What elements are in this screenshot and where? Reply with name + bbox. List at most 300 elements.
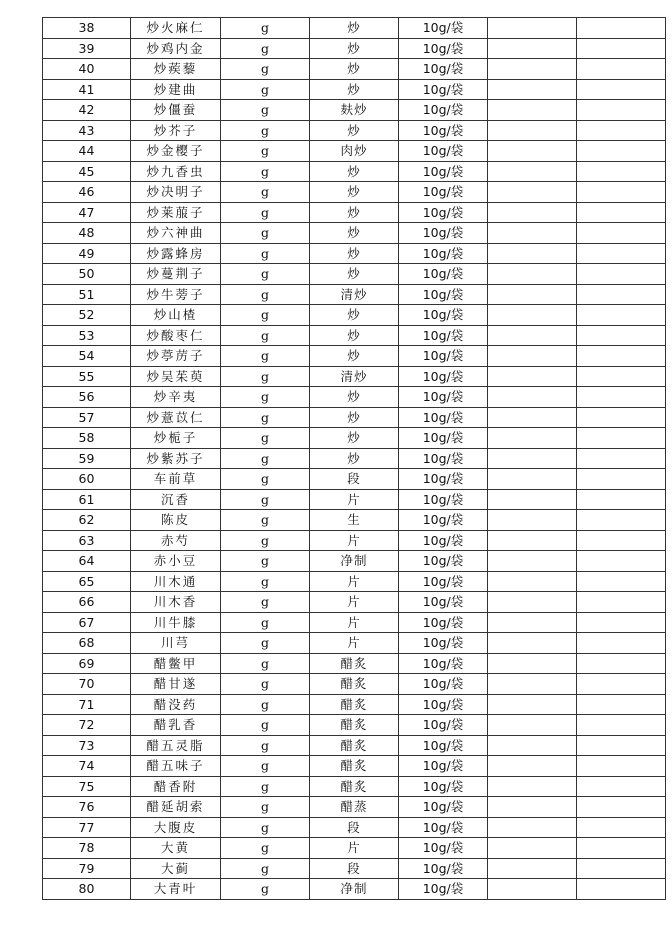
processing-method: 炒 <box>310 79 399 100</box>
unit: g <box>221 366 310 387</box>
extra-cell <box>577 838 666 859</box>
extra-cell <box>577 243 666 264</box>
extra-cell <box>488 489 577 510</box>
herb-name: 赤小豆 <box>131 551 221 572</box>
unit: g <box>221 715 310 736</box>
extra-cell <box>488 530 577 551</box>
unit: g <box>221 612 310 633</box>
unit: g <box>221 161 310 182</box>
row-number: 78 <box>43 838 131 859</box>
extra-cell <box>577 674 666 695</box>
package-spec: 10g/袋 <box>399 141 488 162</box>
package-spec: 10g/袋 <box>399 530 488 551</box>
unit: g <box>221 100 310 121</box>
extra-cell <box>488 633 577 654</box>
row-number: 58 <box>43 428 131 449</box>
unit: g <box>221 305 310 326</box>
herb-name: 炒决明子 <box>131 182 221 203</box>
row-number: 59 <box>43 448 131 469</box>
package-spec: 10g/袋 <box>399 161 488 182</box>
package-spec: 10g/袋 <box>399 448 488 469</box>
row-number: 39 <box>43 38 131 59</box>
processing-method: 炒 <box>310 202 399 223</box>
package-spec: 10g/袋 <box>399 59 488 80</box>
package-spec: 10g/袋 <box>399 756 488 777</box>
extra-cell <box>488 346 577 367</box>
herb-name: 炒辛夷 <box>131 387 221 408</box>
processing-method: 炒 <box>310 387 399 408</box>
unit: g <box>221 797 310 818</box>
package-spec: 10g/袋 <box>399 592 488 613</box>
herb-name: 炒栀子 <box>131 428 221 449</box>
extra-cell <box>488 776 577 797</box>
table-row <box>43 838 666 859</box>
processing-method: 醋炙 <box>310 674 399 695</box>
table-row <box>43 407 666 428</box>
unit: g <box>221 469 310 490</box>
row-number: 63 <box>43 530 131 551</box>
herb-name: 醋乳香 <box>131 715 221 736</box>
table-row <box>43 141 666 162</box>
extra-cell <box>488 469 577 490</box>
extra-cell <box>488 715 577 736</box>
row-number: 55 <box>43 366 131 387</box>
processing-method: 炒 <box>310 243 399 264</box>
extra-cell <box>577 305 666 326</box>
extra-cell <box>488 305 577 326</box>
extra-cell <box>488 653 577 674</box>
table-row <box>43 325 666 346</box>
row-number: 47 <box>43 202 131 223</box>
unit: g <box>221 879 310 900</box>
package-spec: 10g/袋 <box>399 858 488 879</box>
herb-name: 沉香 <box>131 489 221 510</box>
package-spec: 10g/袋 <box>399 817 488 838</box>
processing-method: 片 <box>310 489 399 510</box>
package-spec: 10g/袋 <box>399 879 488 900</box>
table-row <box>43 264 666 285</box>
table-body <box>43 18 666 900</box>
table-row <box>43 448 666 469</box>
row-number: 45 <box>43 161 131 182</box>
herb-name: 炒紫苏子 <box>131 448 221 469</box>
package-spec: 10g/袋 <box>399 489 488 510</box>
processing-method: 炒 <box>310 18 399 39</box>
extra-cell <box>577 858 666 879</box>
unit: g <box>221 633 310 654</box>
table-row <box>43 100 666 121</box>
table-row <box>43 161 666 182</box>
extra-cell <box>488 858 577 879</box>
package-spec: 10g/袋 <box>399 838 488 859</box>
table-row <box>43 817 666 838</box>
table-row <box>43 79 666 100</box>
table-row <box>43 510 666 531</box>
unit: g <box>221 284 310 305</box>
extra-cell <box>488 428 577 449</box>
package-spec: 10g/袋 <box>399 715 488 736</box>
herb-name: 炒酸枣仁 <box>131 325 221 346</box>
table-row <box>43 489 666 510</box>
extra-cell <box>577 120 666 141</box>
unit: g <box>221 735 310 756</box>
processing-method: 炒 <box>310 182 399 203</box>
herb-name: 炒山楂 <box>131 305 221 326</box>
processing-method: 炒 <box>310 264 399 285</box>
unit: g <box>221 530 310 551</box>
extra-cell <box>577 428 666 449</box>
table-row <box>43 633 666 654</box>
row-number: 41 <box>43 79 131 100</box>
extra-cell <box>577 264 666 285</box>
extra-cell <box>488 510 577 531</box>
processing-method: 炒 <box>310 428 399 449</box>
extra-cell <box>488 407 577 428</box>
extra-cell <box>577 448 666 469</box>
row-number: 54 <box>43 346 131 367</box>
package-spec: 10g/袋 <box>399 202 488 223</box>
package-spec: 10g/袋 <box>399 243 488 264</box>
herb-name: 川木通 <box>131 571 221 592</box>
row-number: 48 <box>43 223 131 244</box>
processing-method: 肉炒 <box>310 141 399 162</box>
extra-cell <box>577 735 666 756</box>
package-spec: 10g/袋 <box>399 366 488 387</box>
processing-method: 炒 <box>310 448 399 469</box>
extra-cell <box>577 756 666 777</box>
unit: g <box>221 592 310 613</box>
processing-method: 段 <box>310 469 399 490</box>
processing-method: 清炒 <box>310 284 399 305</box>
table-row <box>43 592 666 613</box>
extra-cell <box>488 59 577 80</box>
unit: g <box>221 18 310 39</box>
table-row <box>43 715 666 736</box>
unit: g <box>221 653 310 674</box>
extra-cell <box>577 551 666 572</box>
row-number: 56 <box>43 387 131 408</box>
unit: g <box>221 243 310 264</box>
unit: g <box>221 387 310 408</box>
package-spec: 10g/袋 <box>399 797 488 818</box>
herb-name: 炒葶苈子 <box>131 346 221 367</box>
processing-method: 炒 <box>310 120 399 141</box>
processing-method: 片 <box>310 592 399 613</box>
unit: g <box>221 59 310 80</box>
row-number: 50 <box>43 264 131 285</box>
row-number: 69 <box>43 653 131 674</box>
unit: g <box>221 120 310 141</box>
processing-method: 片 <box>310 530 399 551</box>
package-spec: 10g/袋 <box>399 79 488 100</box>
extra-cell <box>488 797 577 818</box>
unit: g <box>221 756 310 777</box>
package-spec: 10g/袋 <box>399 428 488 449</box>
herb-name: 炒鸡内金 <box>131 38 221 59</box>
row-number: 64 <box>43 551 131 572</box>
herb-name: 炒僵蚕 <box>131 100 221 121</box>
extra-cell <box>488 79 577 100</box>
unit: g <box>221 141 310 162</box>
herb-name: 大腹皮 <box>131 817 221 838</box>
extra-cell <box>488 120 577 141</box>
extra-cell <box>577 571 666 592</box>
processing-method: 醋蒸 <box>310 797 399 818</box>
herb-name: 炒九香虫 <box>131 161 221 182</box>
package-spec: 10g/袋 <box>399 653 488 674</box>
row-number: 66 <box>43 592 131 613</box>
row-number: 71 <box>43 694 131 715</box>
extra-cell <box>577 366 666 387</box>
extra-cell <box>577 612 666 633</box>
unit: g <box>221 571 310 592</box>
extra-cell <box>577 879 666 900</box>
package-spec: 10g/袋 <box>399 776 488 797</box>
herb-name: 炒金樱子 <box>131 141 221 162</box>
table-row <box>43 694 666 715</box>
extra-cell <box>488 387 577 408</box>
row-number: 43 <box>43 120 131 141</box>
row-number: 53 <box>43 325 131 346</box>
row-number: 68 <box>43 633 131 654</box>
unit: g <box>221 858 310 879</box>
herb-name: 炒吴茱萸 <box>131 366 221 387</box>
processing-method: 片 <box>310 838 399 859</box>
extra-cell <box>577 79 666 100</box>
extra-cell <box>577 161 666 182</box>
table-row <box>43 202 666 223</box>
herb-name: 炒牛蒡子 <box>131 284 221 305</box>
table-row <box>43 879 666 900</box>
unit: g <box>221 407 310 428</box>
row-number: 42 <box>43 100 131 121</box>
herb-name: 炒火麻仁 <box>131 18 221 39</box>
processing-method: 净制 <box>310 551 399 572</box>
extra-cell <box>577 633 666 654</box>
extra-cell <box>577 59 666 80</box>
row-number: 76 <box>43 797 131 818</box>
unit: g <box>221 448 310 469</box>
row-number: 44 <box>43 141 131 162</box>
processing-method: 段 <box>310 817 399 838</box>
herb-name: 醋没药 <box>131 694 221 715</box>
extra-cell <box>577 592 666 613</box>
table-row <box>43 469 666 490</box>
extra-cell <box>488 879 577 900</box>
table-row <box>43 612 666 633</box>
herb-name: 炒建曲 <box>131 79 221 100</box>
extra-cell <box>577 776 666 797</box>
package-spec: 10g/袋 <box>399 551 488 572</box>
row-number: 72 <box>43 715 131 736</box>
table-row <box>43 428 666 449</box>
package-spec: 10g/袋 <box>399 735 488 756</box>
extra-cell <box>488 264 577 285</box>
row-number: 80 <box>43 879 131 900</box>
processing-method: 醋炙 <box>310 694 399 715</box>
unit: g <box>221 428 310 449</box>
package-spec: 10g/袋 <box>399 387 488 408</box>
herb-name: 醋香附 <box>131 776 221 797</box>
unit: g <box>221 38 310 59</box>
row-number: 46 <box>43 182 131 203</box>
package-spec: 10g/袋 <box>399 469 488 490</box>
herb-name: 炒露蜂房 <box>131 243 221 264</box>
row-number: 73 <box>43 735 131 756</box>
row-number: 67 <box>43 612 131 633</box>
extra-cell <box>577 797 666 818</box>
extra-cell <box>577 653 666 674</box>
extra-cell <box>488 756 577 777</box>
row-number: 49 <box>43 243 131 264</box>
table-row <box>43 776 666 797</box>
extra-cell <box>577 38 666 59</box>
processing-method: 醋炙 <box>310 653 399 674</box>
row-number: 74 <box>43 756 131 777</box>
processing-method: 清炒 <box>310 366 399 387</box>
row-number: 52 <box>43 305 131 326</box>
processing-method: 片 <box>310 571 399 592</box>
row-number: 40 <box>43 59 131 80</box>
table-row <box>43 305 666 326</box>
herb-name: 醋甘遂 <box>131 674 221 695</box>
processing-method: 麸炒 <box>310 100 399 121</box>
processing-method: 片 <box>310 612 399 633</box>
extra-cell <box>488 100 577 121</box>
unit: g <box>221 674 310 695</box>
processing-method: 炒 <box>310 38 399 59</box>
package-spec: 10g/袋 <box>399 100 488 121</box>
extra-cell <box>488 694 577 715</box>
row-number: 38 <box>43 18 131 39</box>
extra-cell <box>577 223 666 244</box>
extra-cell <box>577 141 666 162</box>
processing-method: 炒 <box>310 223 399 244</box>
herb-name: 车前草 <box>131 469 221 490</box>
processing-method: 醋炙 <box>310 776 399 797</box>
row-number: 75 <box>43 776 131 797</box>
extra-cell <box>488 551 577 572</box>
row-number: 62 <box>43 510 131 531</box>
extra-cell <box>577 715 666 736</box>
row-number: 60 <box>43 469 131 490</box>
herb-name: 赤芍 <box>131 530 221 551</box>
processing-method: 炒 <box>310 325 399 346</box>
unit: g <box>221 838 310 859</box>
extra-cell <box>488 18 577 39</box>
processing-method: 段 <box>310 858 399 879</box>
table-row <box>43 366 666 387</box>
package-spec: 10g/袋 <box>399 633 488 654</box>
processing-method: 生 <box>310 510 399 531</box>
extra-cell <box>577 284 666 305</box>
herb-table <box>42 17 666 900</box>
package-spec: 10g/袋 <box>399 264 488 285</box>
extra-cell <box>488 161 577 182</box>
herb-name: 醋五灵脂 <box>131 735 221 756</box>
extra-cell <box>488 325 577 346</box>
herb-name: 炒薏苡仁 <box>131 407 221 428</box>
package-spec: 10g/袋 <box>399 510 488 531</box>
row-number: 79 <box>43 858 131 879</box>
extra-cell <box>488 243 577 264</box>
extra-cell <box>488 38 577 59</box>
table-row <box>43 653 666 674</box>
table-row <box>43 223 666 244</box>
table-row <box>43 530 666 551</box>
herb-name: 醋延胡索 <box>131 797 221 818</box>
processing-method: 片 <box>310 633 399 654</box>
herb-name: 醋鳖甲 <box>131 653 221 674</box>
processing-method: 净制 <box>310 879 399 900</box>
herb-name: 陈皮 <box>131 510 221 531</box>
herb-name: 炒莱菔子 <box>131 202 221 223</box>
package-spec: 10g/袋 <box>399 674 488 695</box>
unit: g <box>221 325 310 346</box>
extra-cell <box>577 387 666 408</box>
unit: g <box>221 346 310 367</box>
table-row <box>43 182 666 203</box>
unit: g <box>221 551 310 572</box>
table-row <box>43 735 666 756</box>
herb-name: 炒芥子 <box>131 120 221 141</box>
extra-cell <box>488 735 577 756</box>
extra-cell <box>577 510 666 531</box>
unit: g <box>221 264 310 285</box>
extra-cell <box>488 817 577 838</box>
row-number: 61 <box>43 489 131 510</box>
processing-method: 炒 <box>310 59 399 80</box>
extra-cell <box>488 612 577 633</box>
herb-name: 醋五味子 <box>131 756 221 777</box>
extra-cell <box>577 346 666 367</box>
row-number: 70 <box>43 674 131 695</box>
extra-cell <box>577 202 666 223</box>
package-spec: 10g/袋 <box>399 182 488 203</box>
extra-cell <box>488 838 577 859</box>
extra-cell <box>488 182 577 203</box>
extra-cell <box>577 530 666 551</box>
herb-name: 川木香 <box>131 592 221 613</box>
unit: g <box>221 510 310 531</box>
package-spec: 10g/袋 <box>399 571 488 592</box>
extra-cell <box>577 100 666 121</box>
extra-cell <box>577 325 666 346</box>
extra-cell <box>488 674 577 695</box>
table-row <box>43 756 666 777</box>
package-spec: 10g/袋 <box>399 284 488 305</box>
table-row <box>43 858 666 879</box>
extra-cell <box>577 18 666 39</box>
processing-method: 醋炙 <box>310 735 399 756</box>
herb-name: 川芎 <box>131 633 221 654</box>
package-spec: 10g/袋 <box>399 305 488 326</box>
table-row <box>43 571 666 592</box>
processing-method: 炒 <box>310 407 399 428</box>
extra-cell <box>488 366 577 387</box>
table-row <box>43 18 666 39</box>
row-number: 51 <box>43 284 131 305</box>
herb-name: 川牛膝 <box>131 612 221 633</box>
herb-name: 大蓟 <box>131 858 221 879</box>
extra-cell <box>488 141 577 162</box>
table-row <box>43 120 666 141</box>
unit: g <box>221 489 310 510</box>
table-row <box>43 243 666 264</box>
table-row <box>43 387 666 408</box>
extra-cell <box>488 592 577 613</box>
herb-name: 大黄 <box>131 838 221 859</box>
